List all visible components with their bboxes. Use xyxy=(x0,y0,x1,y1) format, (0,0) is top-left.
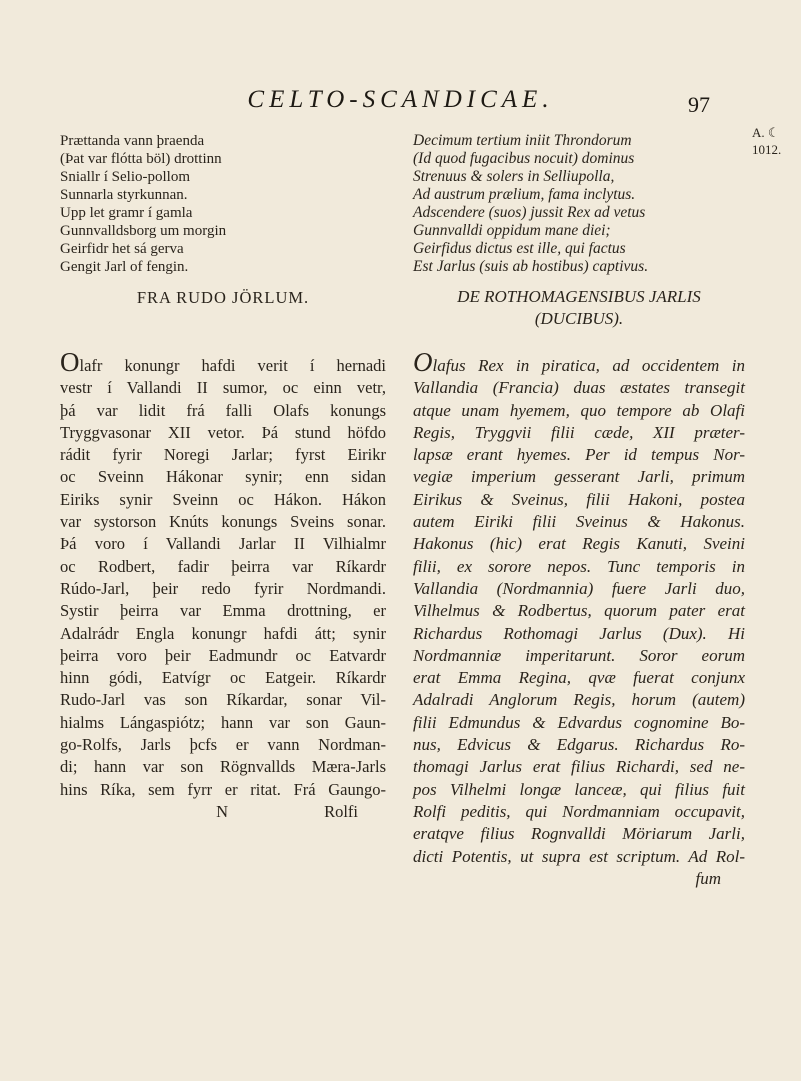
prose-line: Rudo-Jarl vas son Ríkardar, sonar Vil- xyxy=(60,690,386,710)
prose-line: Eiriks synir Sveinn oc Hákon. Hákon xyxy=(60,489,386,509)
prose-line: Adalrádr Engla konungr hafdi átt; synir xyxy=(60,623,386,643)
prose-line: go-Rolfs, Jarls þcfs er vann Nordman- xyxy=(60,735,386,755)
verse-line: Est Jarlus (suis ab hostibus) captivus. xyxy=(413,258,649,275)
verse-line: Sniallr í Selio-pollom xyxy=(60,169,190,185)
latin-prose xyxy=(413,347,745,890)
verse-line: Gunnvalldi oppidum mane diei; xyxy=(413,222,611,239)
prose-line: vegiæ imperium gesserant Jarli, primum xyxy=(413,467,745,487)
verse-line: Decimum tertium iniit Throndorum xyxy=(413,132,632,149)
prose-line xyxy=(413,347,745,377)
margin-note-year: 1012. xyxy=(752,142,782,157)
prose-line: Richardus Rothomagi Jarlus (Dux). Hi xyxy=(413,623,745,643)
prose-line: var systorson Knúts konungs Sveins sonar. xyxy=(60,512,386,532)
prose-line: hialms Lángaspiótz; hann var son Gaun- xyxy=(60,712,386,732)
prose-line: vestr í Vallandi II sumor, oc einn vetr, xyxy=(60,378,386,398)
verse-line: Gengit Jarl of fengin. xyxy=(60,259,189,275)
prose-line: Eirikus & Sveinus, filii Hakoni, postea xyxy=(413,489,745,509)
drop-cap: O xyxy=(413,347,433,377)
drop-cap: O xyxy=(60,347,80,377)
section-heading-latin xyxy=(413,286,745,330)
prose-line: Hakonus (hic) erat Regis Kanuti, Sveini xyxy=(413,534,745,554)
prose-line: oc Sveinn Hákonar synir; enn sidan xyxy=(60,467,386,487)
prose-line: hinn gódi, Eatvígr oc Eatgeir. Ríkardr xyxy=(60,668,386,688)
catchword: fum xyxy=(695,868,721,888)
prose-line: Vallandia (Francia) duas æstates transegit xyxy=(413,378,745,398)
catchword: Rolfi xyxy=(324,801,358,821)
prose-line: eratqve filius Rognvalldi Möriarum Jarli, xyxy=(413,824,745,844)
running-head: CELTO-SCANDICAE. xyxy=(247,86,554,113)
prose-line: Vilhelmus & Rodbertus, quorum pater erat xyxy=(413,601,745,621)
old-norse-prose xyxy=(60,347,386,823)
prose-line: thomagi Jarlus erat filius Richardi, sed ne- xyxy=(413,757,745,777)
prose-line: Nordmanniæ imperitarunt. Soror eorum xyxy=(413,645,745,665)
prose-line: þeirra voro þeir Eadmundr oc Eatvardr xyxy=(60,645,386,665)
prose-line: atque unam hyemem, quo tempore ab Olafi xyxy=(413,400,745,420)
signature-mark: N xyxy=(216,801,229,821)
prose-line: hins Ríka, sem fyrr er ritat. Frá Gaungo- xyxy=(60,779,386,799)
prose-line-text: lafr konungr hafdi verit í hernadi xyxy=(79,356,386,375)
verse-line: Strenuus & solers in Selliupolla, xyxy=(413,168,615,185)
prose-line: filii Edmundus & Edvardus cognomine Bo- xyxy=(413,712,745,732)
prose-line: erat Emma Regina, qvæ fuerat conjunx xyxy=(413,668,745,688)
prose-line-text: lafus Rex in piratica, ad occidentem in xyxy=(432,356,745,375)
prose-line: autem Eiriki filii Sveinus & Hakonus. xyxy=(413,512,745,532)
verse-line: Prættanda vann þraenda xyxy=(60,133,205,149)
verse-line: Sunnarla styrkunnan. xyxy=(60,187,188,203)
prose-line: lapsæ erant hyemes. Per id tempus Nor- xyxy=(413,445,745,465)
verse-line: Geirfidr het sá gerva xyxy=(60,241,184,257)
prose-line: Tryggvasonar XII vetor. Þá stund höfdo xyxy=(60,422,386,442)
prose-line xyxy=(60,347,386,377)
page-number: 97 xyxy=(688,92,710,117)
prose-line: dicti Potentis, ut supra est scriptum. Ad Rol- xyxy=(413,846,745,866)
verse-line: Gunnvalldsborg um morgin xyxy=(60,223,227,239)
prose-line: Þá voro í Vallandi Jarlar II Vilhialmr xyxy=(60,534,386,554)
prose-line: Regis, Tryggvii filii cæde, XII præter- xyxy=(413,422,745,442)
prose-line: pos Vilhelmi longæ lanceæ, qui filius fuit xyxy=(413,779,745,799)
prose-line: þá var lidit frá falli Olafs konungs xyxy=(60,400,386,420)
section-heading-norse: FRA RUDO JÖRLUM. xyxy=(136,288,310,307)
margin-note xyxy=(752,124,798,158)
margin-note-line: A. ☾ xyxy=(752,125,780,140)
latin-verse xyxy=(413,132,745,276)
verse-line: (Þat var flótta böl) drottinn xyxy=(60,151,222,167)
prose-line: Systir þeirra var Emma drottning, er xyxy=(60,601,386,621)
verse-line: Adscendere (suos) jussit Rex ad vetus xyxy=(413,204,646,221)
prose-line: oc Rodbert, fadir þeirra var Ríkardr xyxy=(60,556,386,576)
prose-line: filii, ex sorore nepos. Tunc temporis in xyxy=(413,556,745,576)
prose-line: nus, Edvicus & Edgarus. Richardus Ro- xyxy=(413,735,745,755)
catchword-row xyxy=(60,801,386,823)
verse-line: Ad austrum prælium, fama inclytus. xyxy=(413,186,636,203)
verse-line: Geirfidus dictus est ille, qui factus xyxy=(413,240,626,257)
old-norse-verse xyxy=(60,132,386,276)
heading-line: (DUCIBUS). xyxy=(534,309,624,328)
prose-line: Rúdo-Jarl, þeir redo fyrir Nordmandi. xyxy=(60,578,386,598)
heading-line: DE ROTHOMAGENSIBUS JARLIS xyxy=(457,287,701,306)
prose-line: di; hann var son Rögnvallds Mæra-Jarls xyxy=(60,757,386,777)
prose-line: Adalradi Anglorum Regis, horum (autem) xyxy=(413,690,745,710)
verse-line: Upp let gramr í gamla xyxy=(60,205,193,221)
prose-line: Rolfi peditis, qui Nordmanniam occupavit, xyxy=(413,801,745,821)
prose-line: rádit fyrir Noregi Jarlar; fyrst Eirikr xyxy=(60,445,386,465)
verse-line: (Id quod fugacibus nocuit) dominus xyxy=(413,150,635,167)
prose-line: Vallandia (Nordmannia) fuere Jarli duo, xyxy=(413,578,745,598)
